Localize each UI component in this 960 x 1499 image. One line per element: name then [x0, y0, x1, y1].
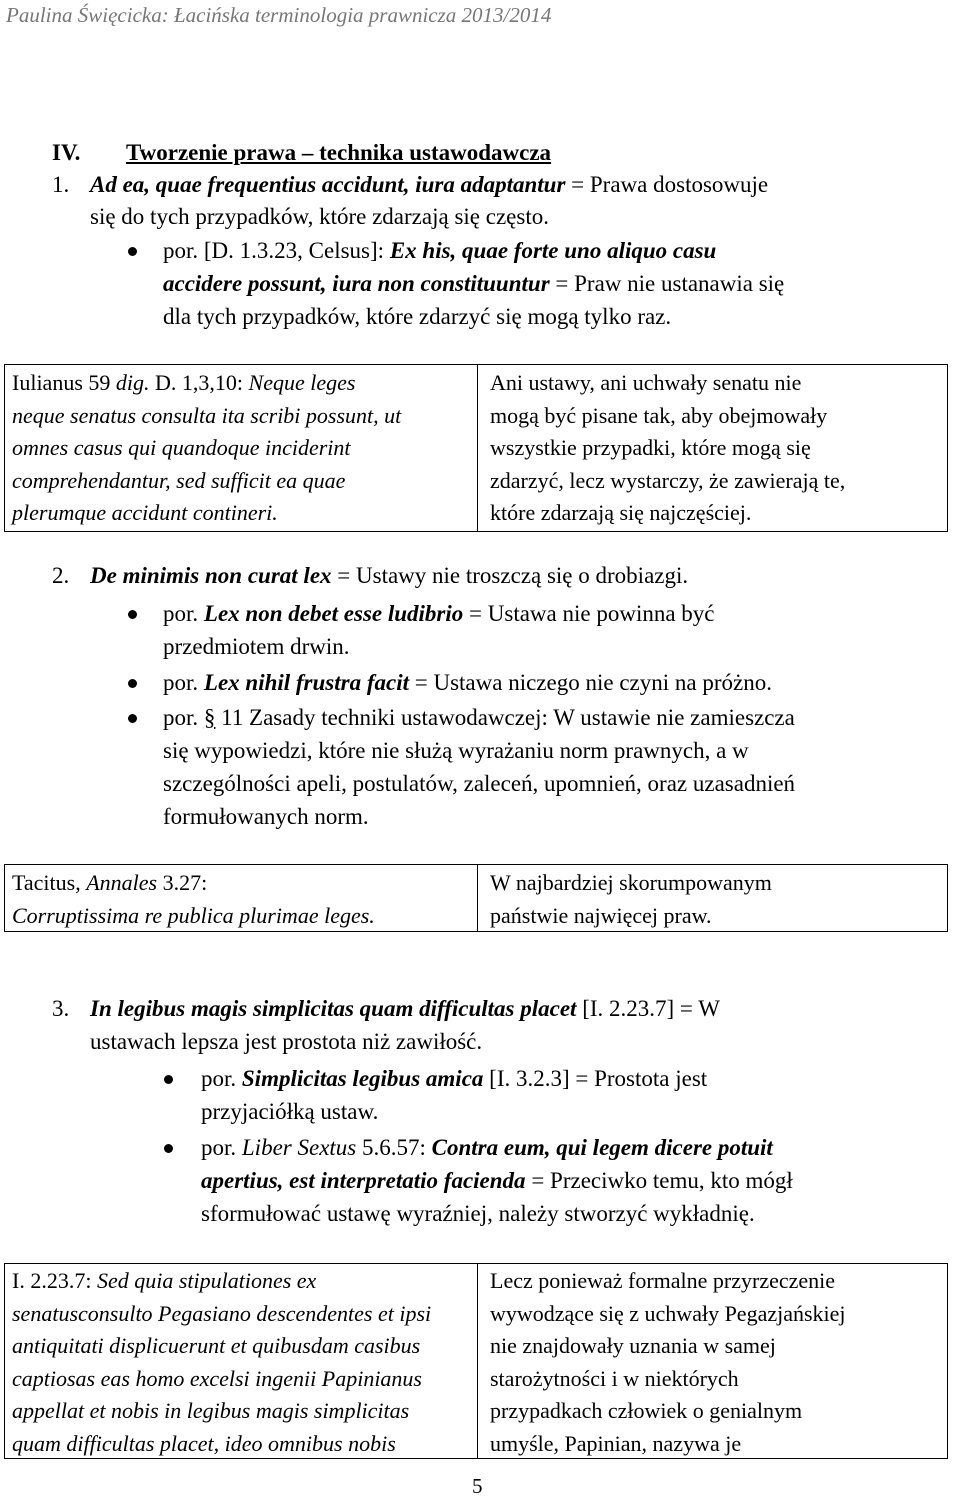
- bullet-icon: [128, 247, 137, 256]
- bullet-text: por. Simplicitas legibus amica [I. 3.2.3] = Prostota jest: [201, 1066, 708, 1091]
- item-text: Ad ea, quae frequentius accidunt, iura adaptantur = Prawa dostosowuje: [90, 172, 769, 197]
- table-cell-polish: Lecz ponieważ formalne przyrzeczenie wywodzące się z uchwały Pegazjańskiej nie znajdowały uznania w samej starożytności i w niektórych przypadkach człowiek o genialnym umyśle, Papinian, nazywa je: [490, 1268, 846, 1456]
- page-number: 5: [472, 1474, 483, 1498]
- bullet-icon: [128, 610, 137, 619]
- table-cell-latin: I. 2.23.7: Sed quia stipulationes ex senatusconsulto Pegasiano descendentes et ipsi antiquitati displicuerunt et quibusdam casibus captiosas eas homo excelsi ingenii Papinianus appellat et nobis in legibus magis simplicitas quam difficultas placet, ideo omnibus nobis: [12, 1268, 432, 1456]
- bullet-text: por. Liber Sextus 5.6.57: Contra eum, qui legem dicere potuit: [201, 1135, 773, 1160]
- bullet-text: por. Lex nihil frustra facit = Ustawa niczego nie czyni na próżno.: [163, 670, 772, 695]
- bullet-text: szczególności apeli, postulatów, zaleceń, upomnień, oraz uzasadnień: [163, 771, 796, 796]
- bullet-text: por. [D. 1.3.23, Celsus]: Ex his, quae forte uno aliquo casu: [163, 238, 717, 263]
- item-text: De minimis non curat lex = Ustawy nie troszczą się o drobiazgi.: [90, 563, 689, 588]
- table-cell-latin: Tacitus, Annales 3.27: Corruptissima re publica plurimae leges.: [12, 870, 375, 928]
- item-text: się do tych przypadków, które zdarzają się często.: [90, 204, 549, 229]
- item-text: ustawach lepsza jest prostota niż zawiłość.: [90, 1029, 483, 1054]
- page-header: Paulina Święcicka: Łacińska terminologia prawnicza 2013/2014: [6, 3, 552, 27]
- table-divider: [477, 1264, 478, 1458]
- table-divider: [477, 865, 478, 931]
- bullet-text: formułowanych norm.: [163, 804, 369, 829]
- bullet-text: sformułować ustawę wyraźniej, należy stworzyć wykładnię.: [201, 1201, 755, 1226]
- item-number: 1.: [52, 172, 70, 197]
- section-title: Tworzenie prawa – technika ustawodawcza: [126, 140, 552, 165]
- bullet-text: się wypowiedzi, które nie służą wyrażaniu norm prawnych, a w: [163, 738, 749, 763]
- table-cell-polish: W najbardziej skorumpowanym państwie najwięcej praw.: [490, 870, 772, 928]
- bullet-icon: [164, 1075, 173, 1084]
- bullet-text: por. § 11 Zasady techniki ustawodawczej: W ustawie nie zamieszcza: [163, 705, 795, 730]
- bullet-text: accidere possunt, iura non constituuntur = Praw nie ustanawia się: [163, 271, 785, 296]
- section-number: IV.: [52, 140, 81, 165]
- bullet-icon: [128, 679, 137, 688]
- item-number: 3.: [52, 996, 70, 1021]
- bullet-icon: [128, 714, 137, 723]
- bullet-text: dla tych przypadków, które zdarzyć się mogą tylko raz.: [163, 304, 672, 329]
- bullet-text: apertius, est interpretatio facienda = Przeciwko temu, kto mógł: [201, 1168, 793, 1193]
- bullet-text: por. Lex non debet esse ludibrio = Ustawa nie powinna być: [163, 601, 715, 626]
- bullet-text: przyjaciółką ustaw.: [201, 1099, 379, 1124]
- table-cell-latin: Iulianus 59 dig. D. 1,3,10: Neque leges neque senatus consulta ita scribi possunt, ut omnes casus qui quandoque inciderint comprehendantur, sed sufficit ea quae plerumque accidunt contineri.: [12, 370, 402, 525]
- table-cell-polish: Ani ustawy, ani uchwały senatu nie mogą być pisane tak, aby obejmowały wszystkie przypadki, które mogą się zdarzyć, lecz wystarczy, że zawierają te, które zdarzają się najczęściej.: [490, 370, 846, 525]
- item-text: In legibus magis simplicitas quam difficultas placet [I. 2.23.7] = W: [90, 996, 720, 1021]
- bullet-text: przedmiotem drwin.: [163, 634, 350, 659]
- bullet-icon: [164, 1144, 173, 1153]
- item-number: 2.: [52, 563, 70, 588]
- table-divider: [477, 365, 478, 531]
